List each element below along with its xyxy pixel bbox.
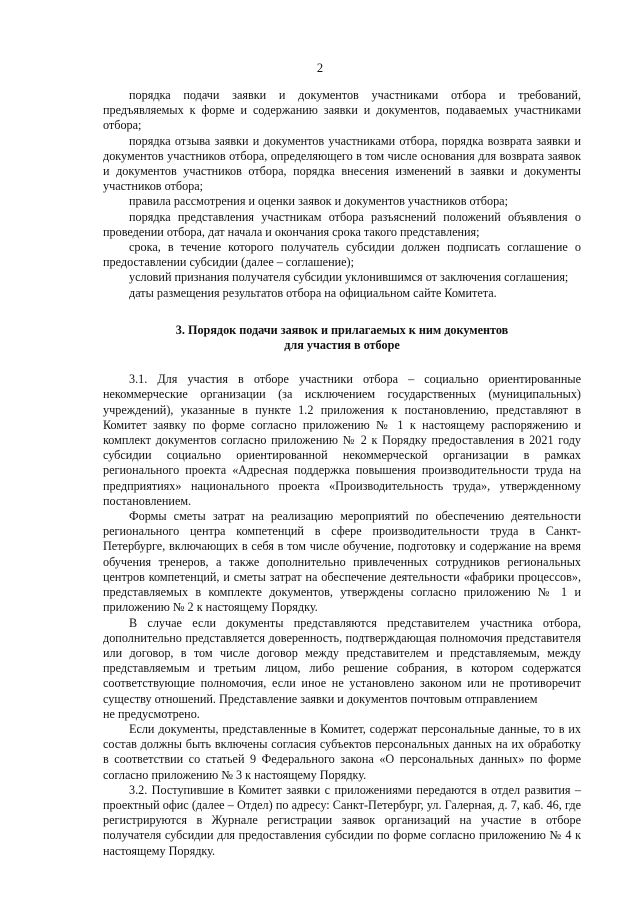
intro-paragraph: даты размещения результатов отбора на официальном сайте Комитета. bbox=[129, 285, 497, 300]
section-heading-line-2: для участия в отборе bbox=[284, 338, 400, 353]
section-paragraph: Формы сметы затрат на реализацию мероприятий по обеспечению деятельности регионального центра компетенций в сфере производительности труда в Санкт-Петербурге, включающих в себя в том числе обучение, подготовку и содержание на время обучения тренеров, а также дополнительно привлеченных сотрудников региональных центров компетенций, и сметы затрат на обеспечение деятельности «фабрики процессов», представляемых в комплекте документов, утверждены согласно приложению № 1 и приложению № 2 к настоящему Порядку. bbox=[103, 509, 581, 615]
continuation-line: не предусмотрено. bbox=[103, 706, 200, 721]
section-heading-line-1: 3. Порядок подачи заявок и прилагаемых к ним документов bbox=[175, 322, 509, 337]
intro-paragraph: срока, в течение которого получатель субсидии должен подписать соглашение о предоставлении субсидии (далее – соглашение); bbox=[103, 240, 581, 270]
intro-paragraph: правила рассмотрения и оценки заявок и документов участников отбора; bbox=[129, 194, 508, 209]
section-paragraph: 3.1. Для участия в отборе участники отбора – социально ориентированные некоммерческие организации (за исключением государственных (муниципальных) учреждений), указанные в пункте 1.2 приложения к постановлению, представляют в Комитет заявку по форме согласно приложению № 1 к настоящему распоряжению и комплект документов согласно приложению № 2 к Порядку предоставления в 2021 году субсидии социально ориентированной некоммерческой организации в рамках регионального проекта «Адресная поддержка повышения производительности труда на предприятиях» национального проекта «Производительность труда», утвержденному постановлением. bbox=[103, 372, 581, 508]
section-paragraph: Если документы, представленные в Комитет, содержат персональные данные, то в их состав должны быть включены согласия субъектов персональных данных на их обработку в соответствии со статьей 9 Федерального закона «О персональных данных» по форме согласно приложению № 3 к настоящему Порядку. bbox=[103, 721, 581, 782]
intro-paragraph: порядка отзыва заявки и документов участниками отбора, порядка возврата заявки и документов участников отбора, определяющего в том числе основания для возврата заявок и документов участников отбора, порядка внесения изменений в заявки и документы участников отбора; bbox=[103, 133, 581, 194]
document-body bbox=[103, 88, 581, 859]
section-heading bbox=[103, 323, 581, 353]
intro-paragraph: порядка представления участникам отбора разъяснений положений объявления о проведении отбора, дат начала и окончания срока такого представления; bbox=[103, 209, 581, 239]
section-paragraph: В случае если документы представляются представителем участника отбора, дополнительно представляется доверенность, подтверждающая полномочия представителя или договор, в том числе договор между представителем и представляемым, между представляемым и третьим лицом, либо решение собрания, в котором содержатся соответствующие полномочия, если иное не установлено законом или не противоречит существу отношений. Представление заявки и документов почтовым отправлением bbox=[103, 615, 581, 706]
section-paragraph: 3.2. Поступившие в Комитет заявки с приложениями передаются в отдел развития – проектный офис (далее – Отдел) по адресу: Санкт-Петербург, ул. Галерная, д. 7, каб. 46, где регистрируются в Журнале регистрации заявок организаций на участие в отборе получателя субсидии для предоставления субсидии по форме согласно приложению № 4 к настоящему Порядку. bbox=[103, 782, 581, 858]
intro-paragraph: порядка подачи заявки и документов участниками отбора и требований, предъявляемых к форме и содержанию заявки и документов, подаваемых участниками отбора; bbox=[103, 88, 581, 133]
page-number: 2 bbox=[316, 61, 324, 75]
intro-paragraph: условий признания получателя субсидии уклонившимся от заключения соглашения; bbox=[129, 270, 569, 285]
